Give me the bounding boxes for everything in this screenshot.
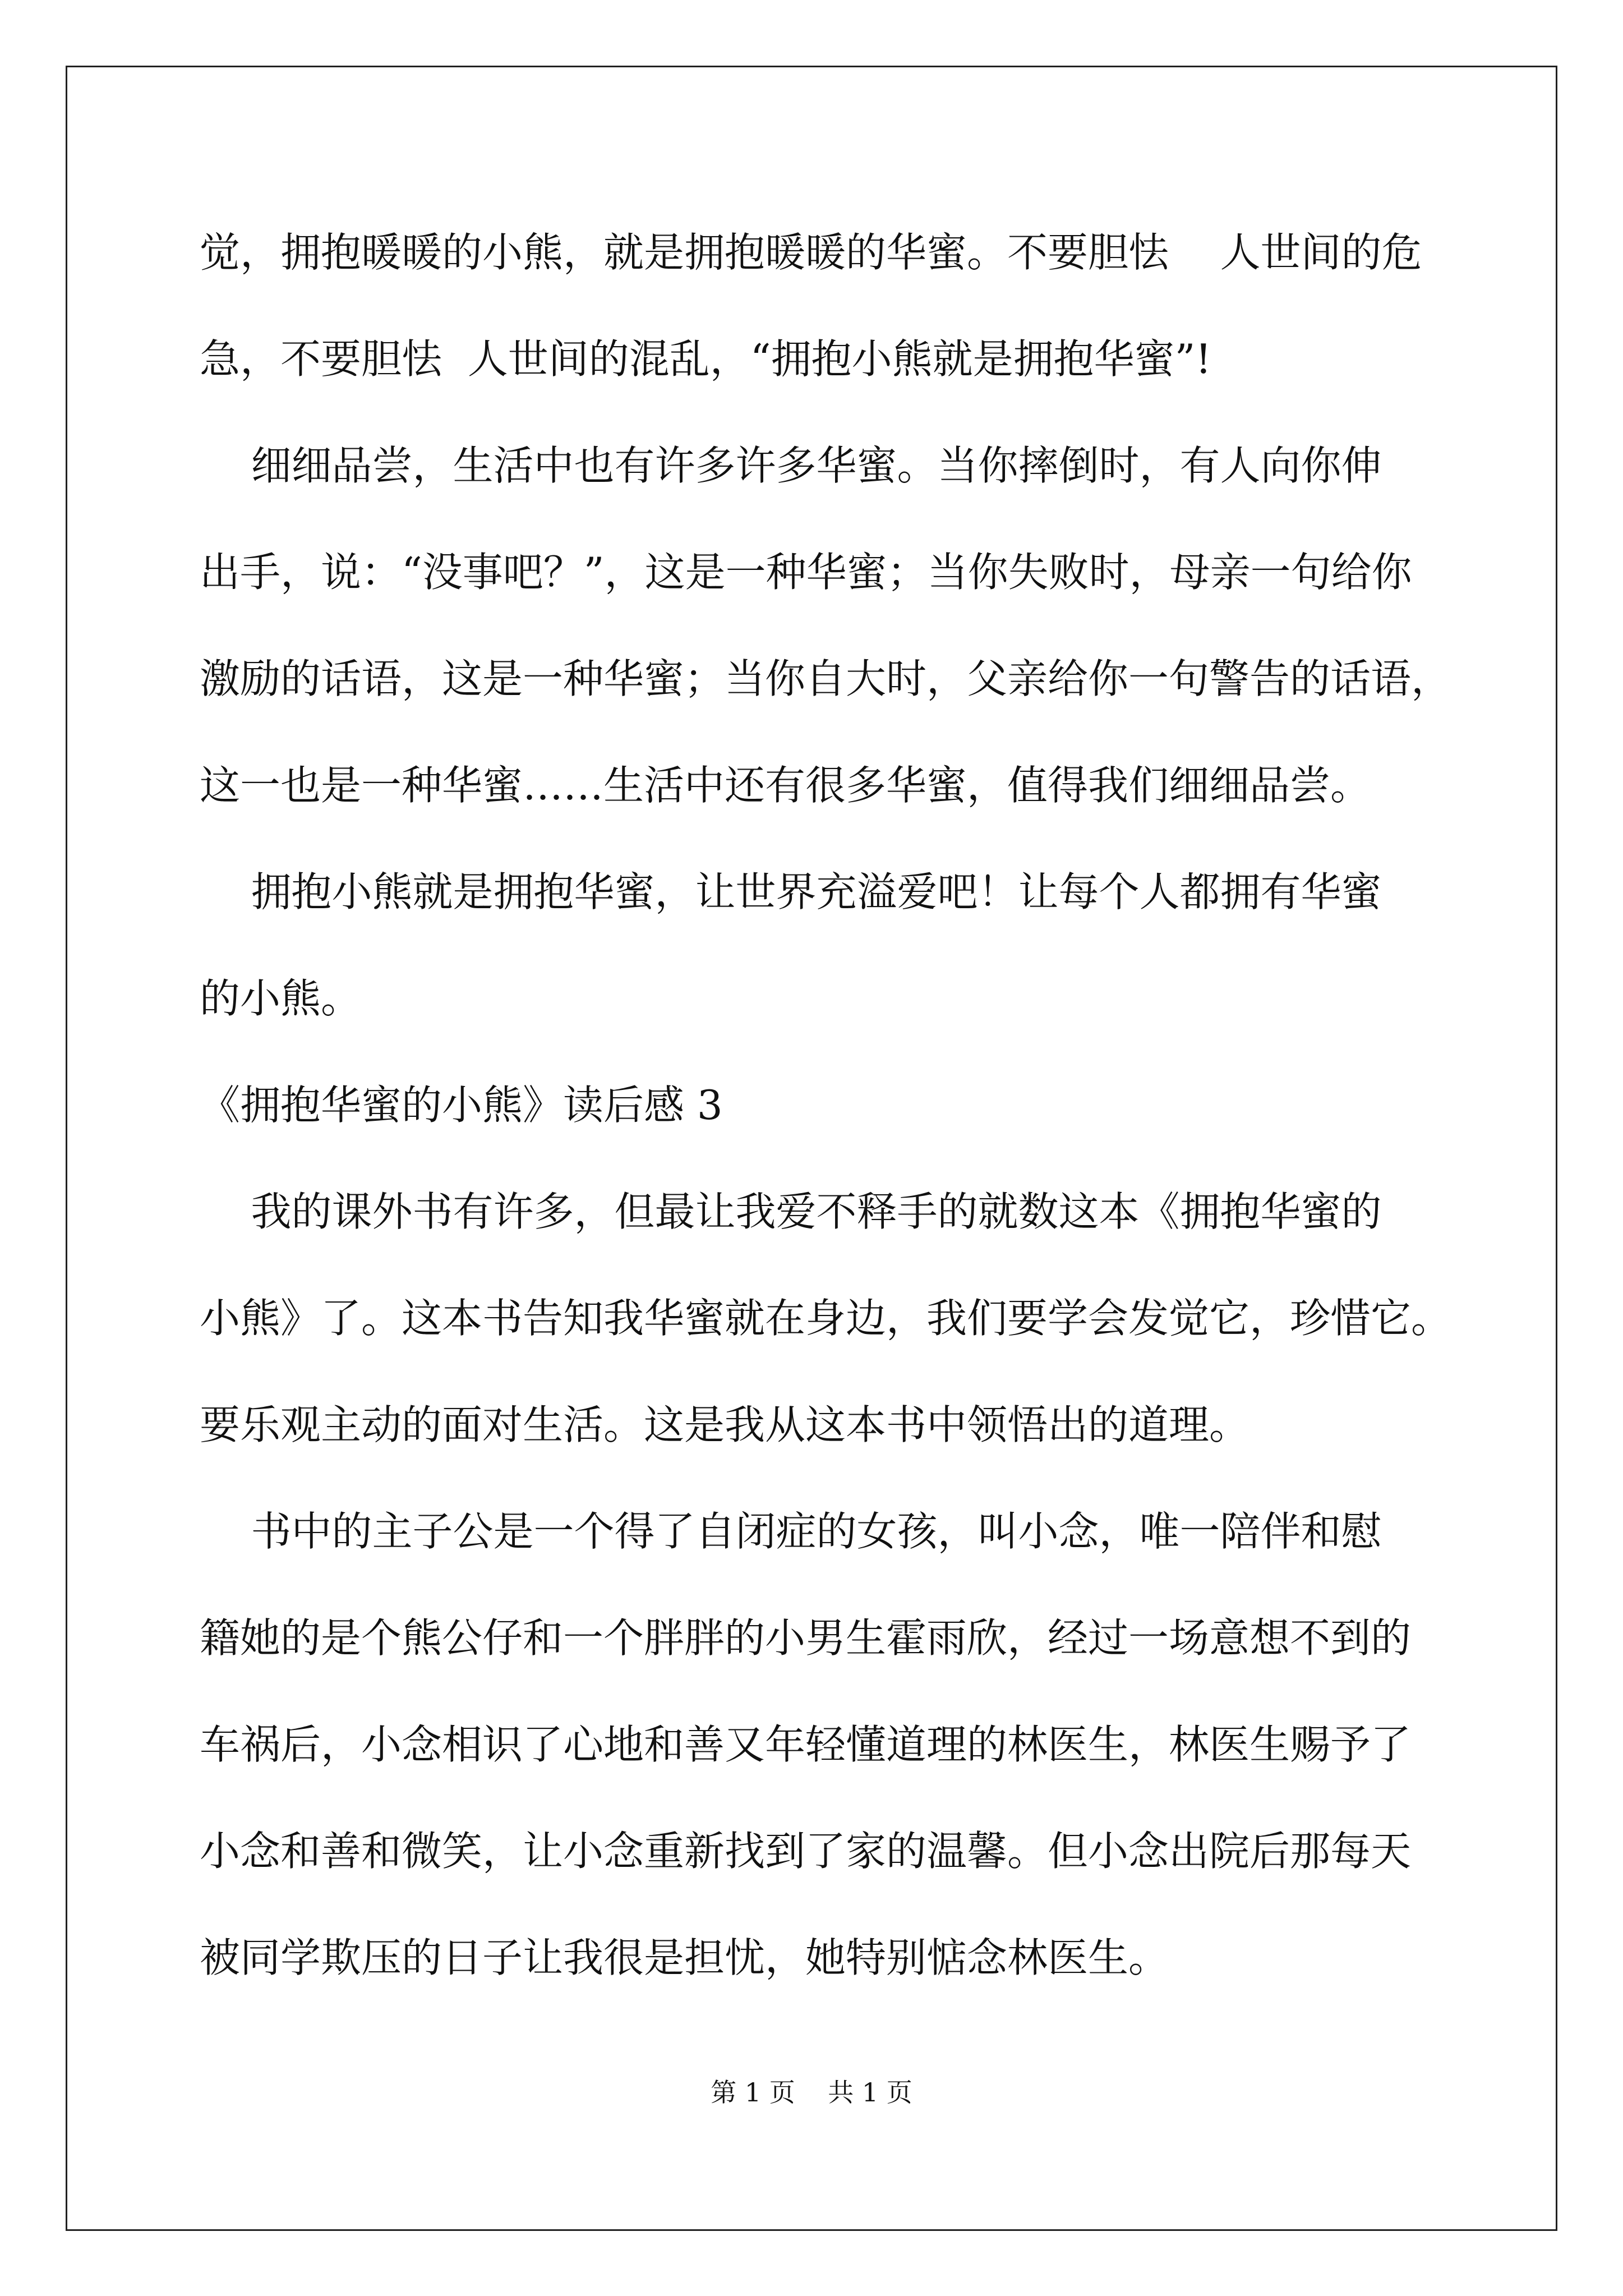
page-border	[66, 66, 1557, 2231]
paragraph-line: 车祸后，小念相识了心地和善又年轻懂道理的林医生，林医生赐予了	[200, 1721, 1412, 1768]
paragraph-line: 籍她的是个熊公仔和一个胖胖的小男生霍雨欣，经过一场意想不到的	[200, 1614, 1412, 1662]
paragraph-line: 觉，拥抱暖暖的小熊，就是拥抱暖暖的华蜜。不要胆怯 人世间的危	[200, 229, 1422, 276]
paragraph-line: 拥抱小熊就是拥抱华蜜，让世界充溢爱吧！让每个人都拥有华蜜	[200, 868, 1382, 915]
paragraph-line: 细细品尝，生活中也有许多许多华蜜。当你摔倒时，有人向你伸	[200, 442, 1382, 489]
paragraph-line: 要乐观主动的面对生活。这是我从这本书中领悟出的道理。	[200, 1401, 1250, 1448]
paragraph-line: 激励的话语，这是一种华蜜；当你自大时，父亲给你一句警告的话语，	[200, 655, 1452, 702]
paragraph-line: 出手，说：“没事吧？”，这是一种华蜜；当你失败时，母亲一句给你	[200, 549, 1412, 596]
page-number-footer: 第 1 页 共 1 页	[711, 2077, 912, 2108]
paragraph-line: 急，不要胆怯 人世间的混乱，“拥抱小熊就是拥抱华蜜”!	[200, 335, 1212, 383]
paragraph-line: 小念和善和微笑，让小念重新找到了家的温馨。但小念出院后那每天	[200, 1828, 1412, 1875]
paragraph-line: 的小熊。	[200, 975, 362, 1022]
paragraph-line: 我的课外书有许多，但最让我爱不释手的就数这本《拥抱华蜜的	[200, 1188, 1382, 1235]
paragraph-line: 这一也是一种华蜜……生活中还有很多华蜜，值得我们细细品尝。	[200, 762, 1371, 809]
paragraph-line: 书中的主子公是一个得了自闭症的女孩，叫小念，唯一陪伴和慰	[200, 1508, 1382, 1555]
paragraph-line: 小熊》了。这本书告知我华蜜就在身边，我们要学会发觉它，珍惜它。	[200, 1295, 1452, 1342]
section-title: 《拥抱华蜜的小熊》读后感 3	[200, 1082, 723, 1129]
paragraph-line: 被同学欺压的日子让我很是担忧，她特别惦念林医生。	[200, 1934, 1169, 1981]
